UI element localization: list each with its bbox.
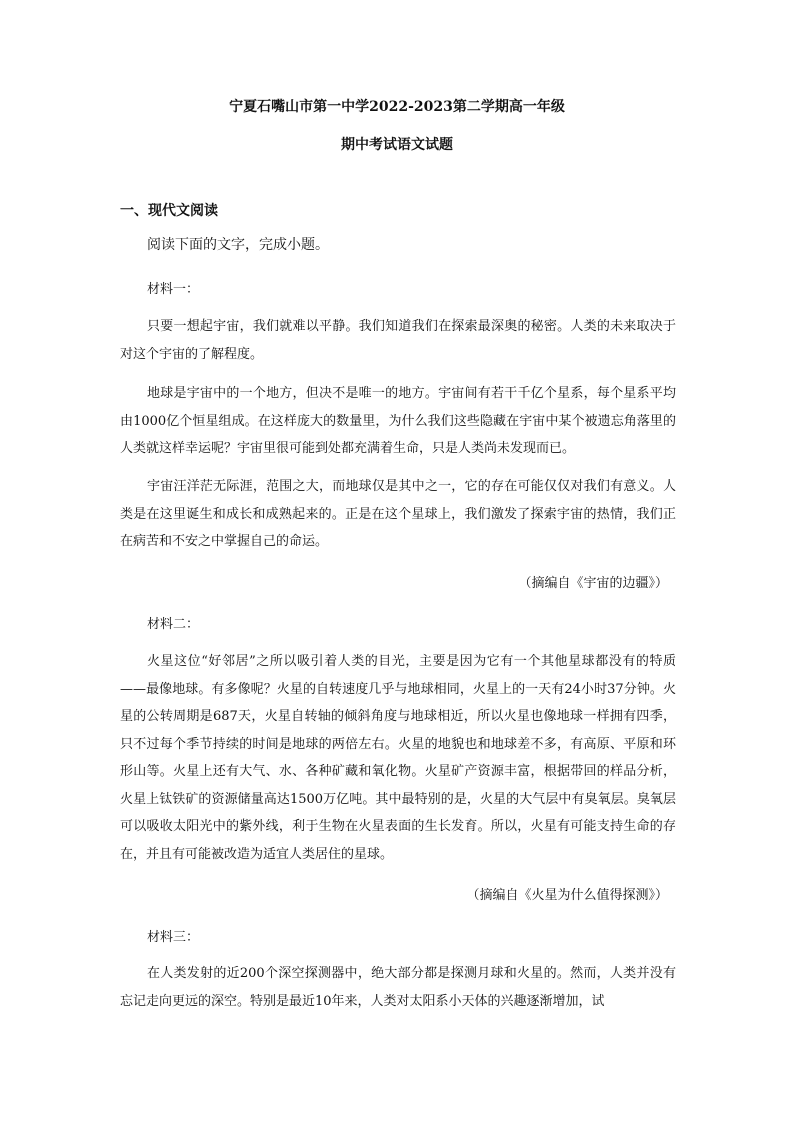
material2-paragraph-1: 火星这位“好邻居”之所以吸引着人类的目光，主要是因为它有一个其他星球都没有的特质——最像地球。有多像呢？火星的自转速度几乎与地球相同，火星上的一天有24小时37分钟。火星的公转周期是687天，火星自转轴的倾斜角度与地球相近，所以火星也像地球一样拥有四季，只不过每个季节持续的时间是地球的两倍左右。火星的地貌也和地球差不多，有高原、平原和环形山等。火星上还有大气、水、各种矿藏和氧化物。火星矿产资源丰富，根据带回的样品分析，火星上钛铁矿的资源储量高达1500万亿吨。其中最特别的是，火星的大气层中有臭氧层。臭氧层可以吸收太阳光中的紫外线，利于生物在火星表面的生长发育。所以，火星有可能支持生命的存在，并且有可能被改造为适宜人类居住的星球。 [120,654,676,862]
material1-label: 材料一： [147,282,200,297]
material1-paragraph-1: 只要一想起宇宙，我们就难以平静。我们知道我们在探索最深奥的秘密。人类的未来取决于对这个宇宙的了解程度。 [120,319,676,362]
material2-source: （摘编自《火星为什么值得探测》） [466,888,668,903]
material1-source: （摘编自《宇宙的边疆》） [518,576,668,591]
section-heading: 一、现代文阅读 [120,203,218,219]
exam-title-line2: 期中考试语文试题 [341,137,453,153]
material1-paragraph-2: 地球是宇宙中的一个地方，但决不是唯一的地方。宇宙间有若干千亿个星系，每个星系平均由1000亿个恒星组成。在这样庞大的数量里，为什么我们这些隐藏在宇宙中某个被遗忘角落里的人类就这样幸运呢？宇宙里很可能到处都充满着生命，只是人类尚未发现而已。 [120,386,676,456]
material3-paragraph-1: 在人类发射的近200个深空探测器中，绝大部分都是探测月球和火星的。然而，人类并没有忘记走向更远的深空。特别是最近10年来，人类对太阳系小天体的兴趣逐渐增加，试 [120,966,676,1009]
material2-label: 材料二： [147,617,200,632]
exam-title-line1: 宁夏石嘴山市第一中学2022-2023第二学期高一年级 [229,99,565,115]
material3-label: 材料三： [147,930,200,945]
reading-instruction: 阅读下面的文字，完成小题。 [147,237,329,253]
material1-paragraph-3: 宇宙汪洋茫无际涯，范围之大，而地球仅是其中之一，它的存在可能仅仅对我们有意义。人类是在这里诞生和成长和成熟起来的。正是在这个星球上，我们激发了探索宇宙的热情，我们正在病苦和不安之中掌握自己的命运。 [120,479,676,549]
